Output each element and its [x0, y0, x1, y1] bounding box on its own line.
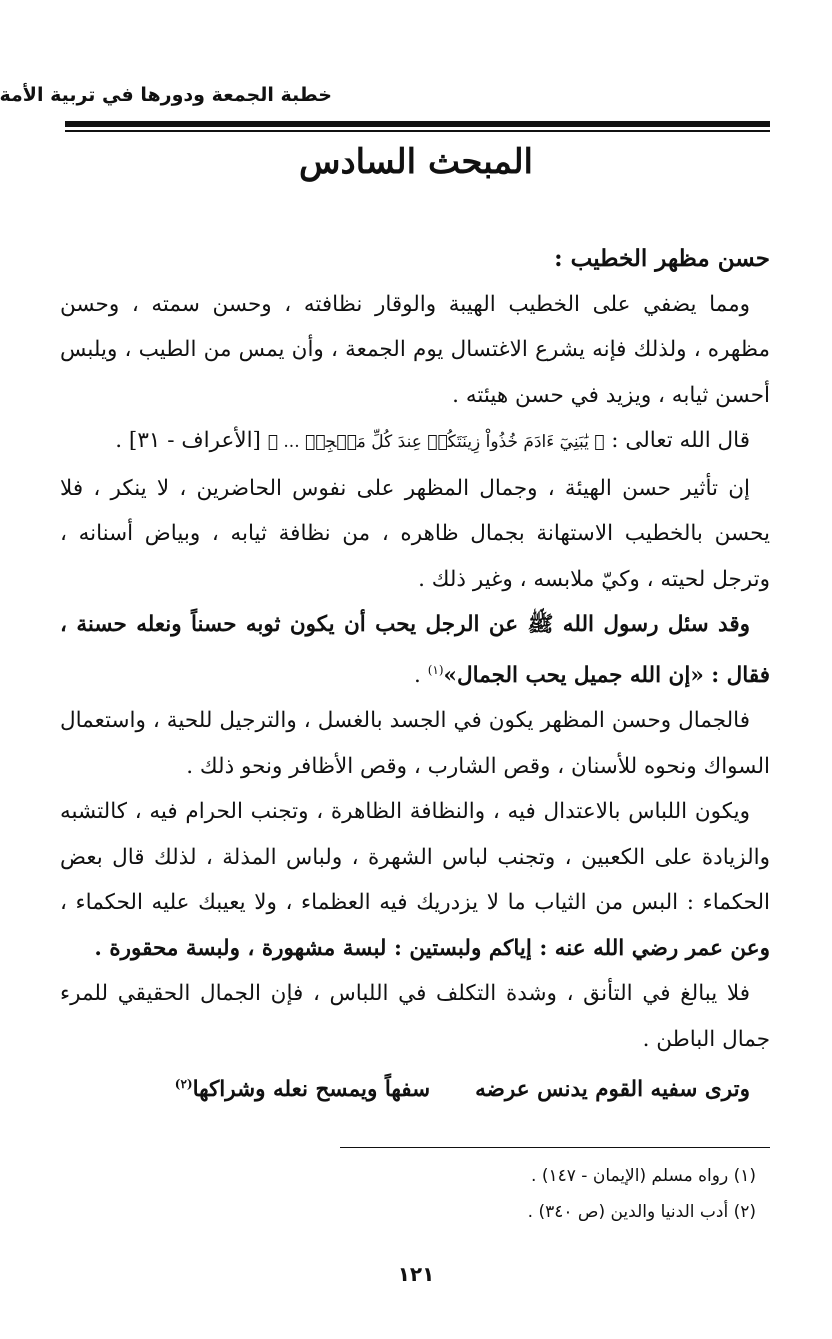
paragraph-5: فالجمال وحسن المظهر يكون في الجسد بالغسل ، والترجيل للحية ، واستعمال السواك ونحوه للأسنان ، وقص الشارب ، وقص الأظافر ونحو ذلك .	[60, 708, 770, 779]
paragraph-quran	[60, 418, 770, 466]
verse-second-half: سفهاً ويمسح نعله وشراكها	[192, 1077, 431, 1103]
paragraph-3: إن تأثير حسن الهيئة ، وجمال المظهر على نفوس الحاضرين ، لا ينكر ، فلا يحسن بالخطيب الاستهانة بجمال ظاهره ، من نظافة ثيابه ، وبياض أسنانه ، وترجل لحيته ، وكيّ ملابسه ، وغير ذلك .	[60, 475, 770, 592]
footnote-marker-2: (٢)	[174, 1077, 193, 1092]
paragraph-6-text: ويكون اللباس بالاعتدال فيه ، والنظافة الظاهرة ، وتجنب الحرام فيه ، كالتشبه والزيادة على الكعبين ، وتجنب لباس الشهرة ، ولباس المذلة ، لذلك قال بعض الحكماء : البس من الثياب ما لا يزدريك فيه العظماء ، ولا يعيبك عليه الحكماء ،	[60, 799, 770, 916]
paragraph-hadith	[60, 602, 770, 698]
paragraph-6	[60, 789, 770, 971]
quran-intro: قال الله تعالى :	[604, 428, 750, 453]
section-title: المبحث السادس	[298, 142, 534, 182]
footnote-marker-1: (١)	[427, 662, 444, 677]
footnote-2: (٢) أدب الدنيا والدين (ص ٣٤٠) .	[527, 1202, 756, 1222]
paragraph-1: ومما يضفي على الخطيب الهيبة والوقار نظافته ، وحسن سمته ، وحسن مظهره ، ولذلك فإنه يشرع الاغتسال يوم الجمعة ، وأن يمس من الطيب ، ويلبس أحسن ثيابه ، ويزيد في حسن هيئته .	[60, 291, 770, 408]
footnotes	[66, 1158, 756, 1230]
page-number: ١٢١	[397, 1262, 435, 1286]
header-rule-thick	[65, 121, 770, 127]
running-header: خطبة الجمعة ودورها في تربية الأمة	[0, 84, 332, 106]
hadith-text: وقد سئل رسول الله ﷺ عن الرجل يحب أن يكون ثوبه حسناً ونعله حسنة ، فقال : «إن الله جميل يحب الجمال»	[60, 612, 770, 688]
umar-quote: وعن عمر رضي الله عنه : إياكم ولبستين : لبسة مشهورة ، ولبسة محقورة .	[94, 935, 770, 961]
verse-first-half: وترى سفيه القوم يدنس عرضه	[475, 1077, 750, 1103]
subheading: حسن مظهر الخطيب :	[554, 245, 770, 272]
poetry-verse	[60, 1062, 770, 1113]
hadith-end: .	[414, 662, 428, 688]
quran-reference: [الأعراف - ٣١] .	[115, 428, 268, 453]
footnote-rule	[340, 1147, 770, 1148]
header-rule-thin	[65, 130, 770, 132]
footnote-1: (١) رواه مسلم (الإيمان - ١٤٧) .	[531, 1166, 756, 1186]
paragraph-7: فلا يبالغ في التأنق ، وشدة التكلف في اللباس ، فإن الجمال الحقيقي للمرء جمال الباطن .	[60, 981, 770, 1052]
quran-verse: ﴿ يَٰبَنِيٓ ءَادَمَ خُذُواْ زِينَتَكُمۡ عِندَ كُلِّ مَسۡجِدٖ ... ﴾	[267, 432, 605, 452]
body-text	[60, 236, 770, 1113]
